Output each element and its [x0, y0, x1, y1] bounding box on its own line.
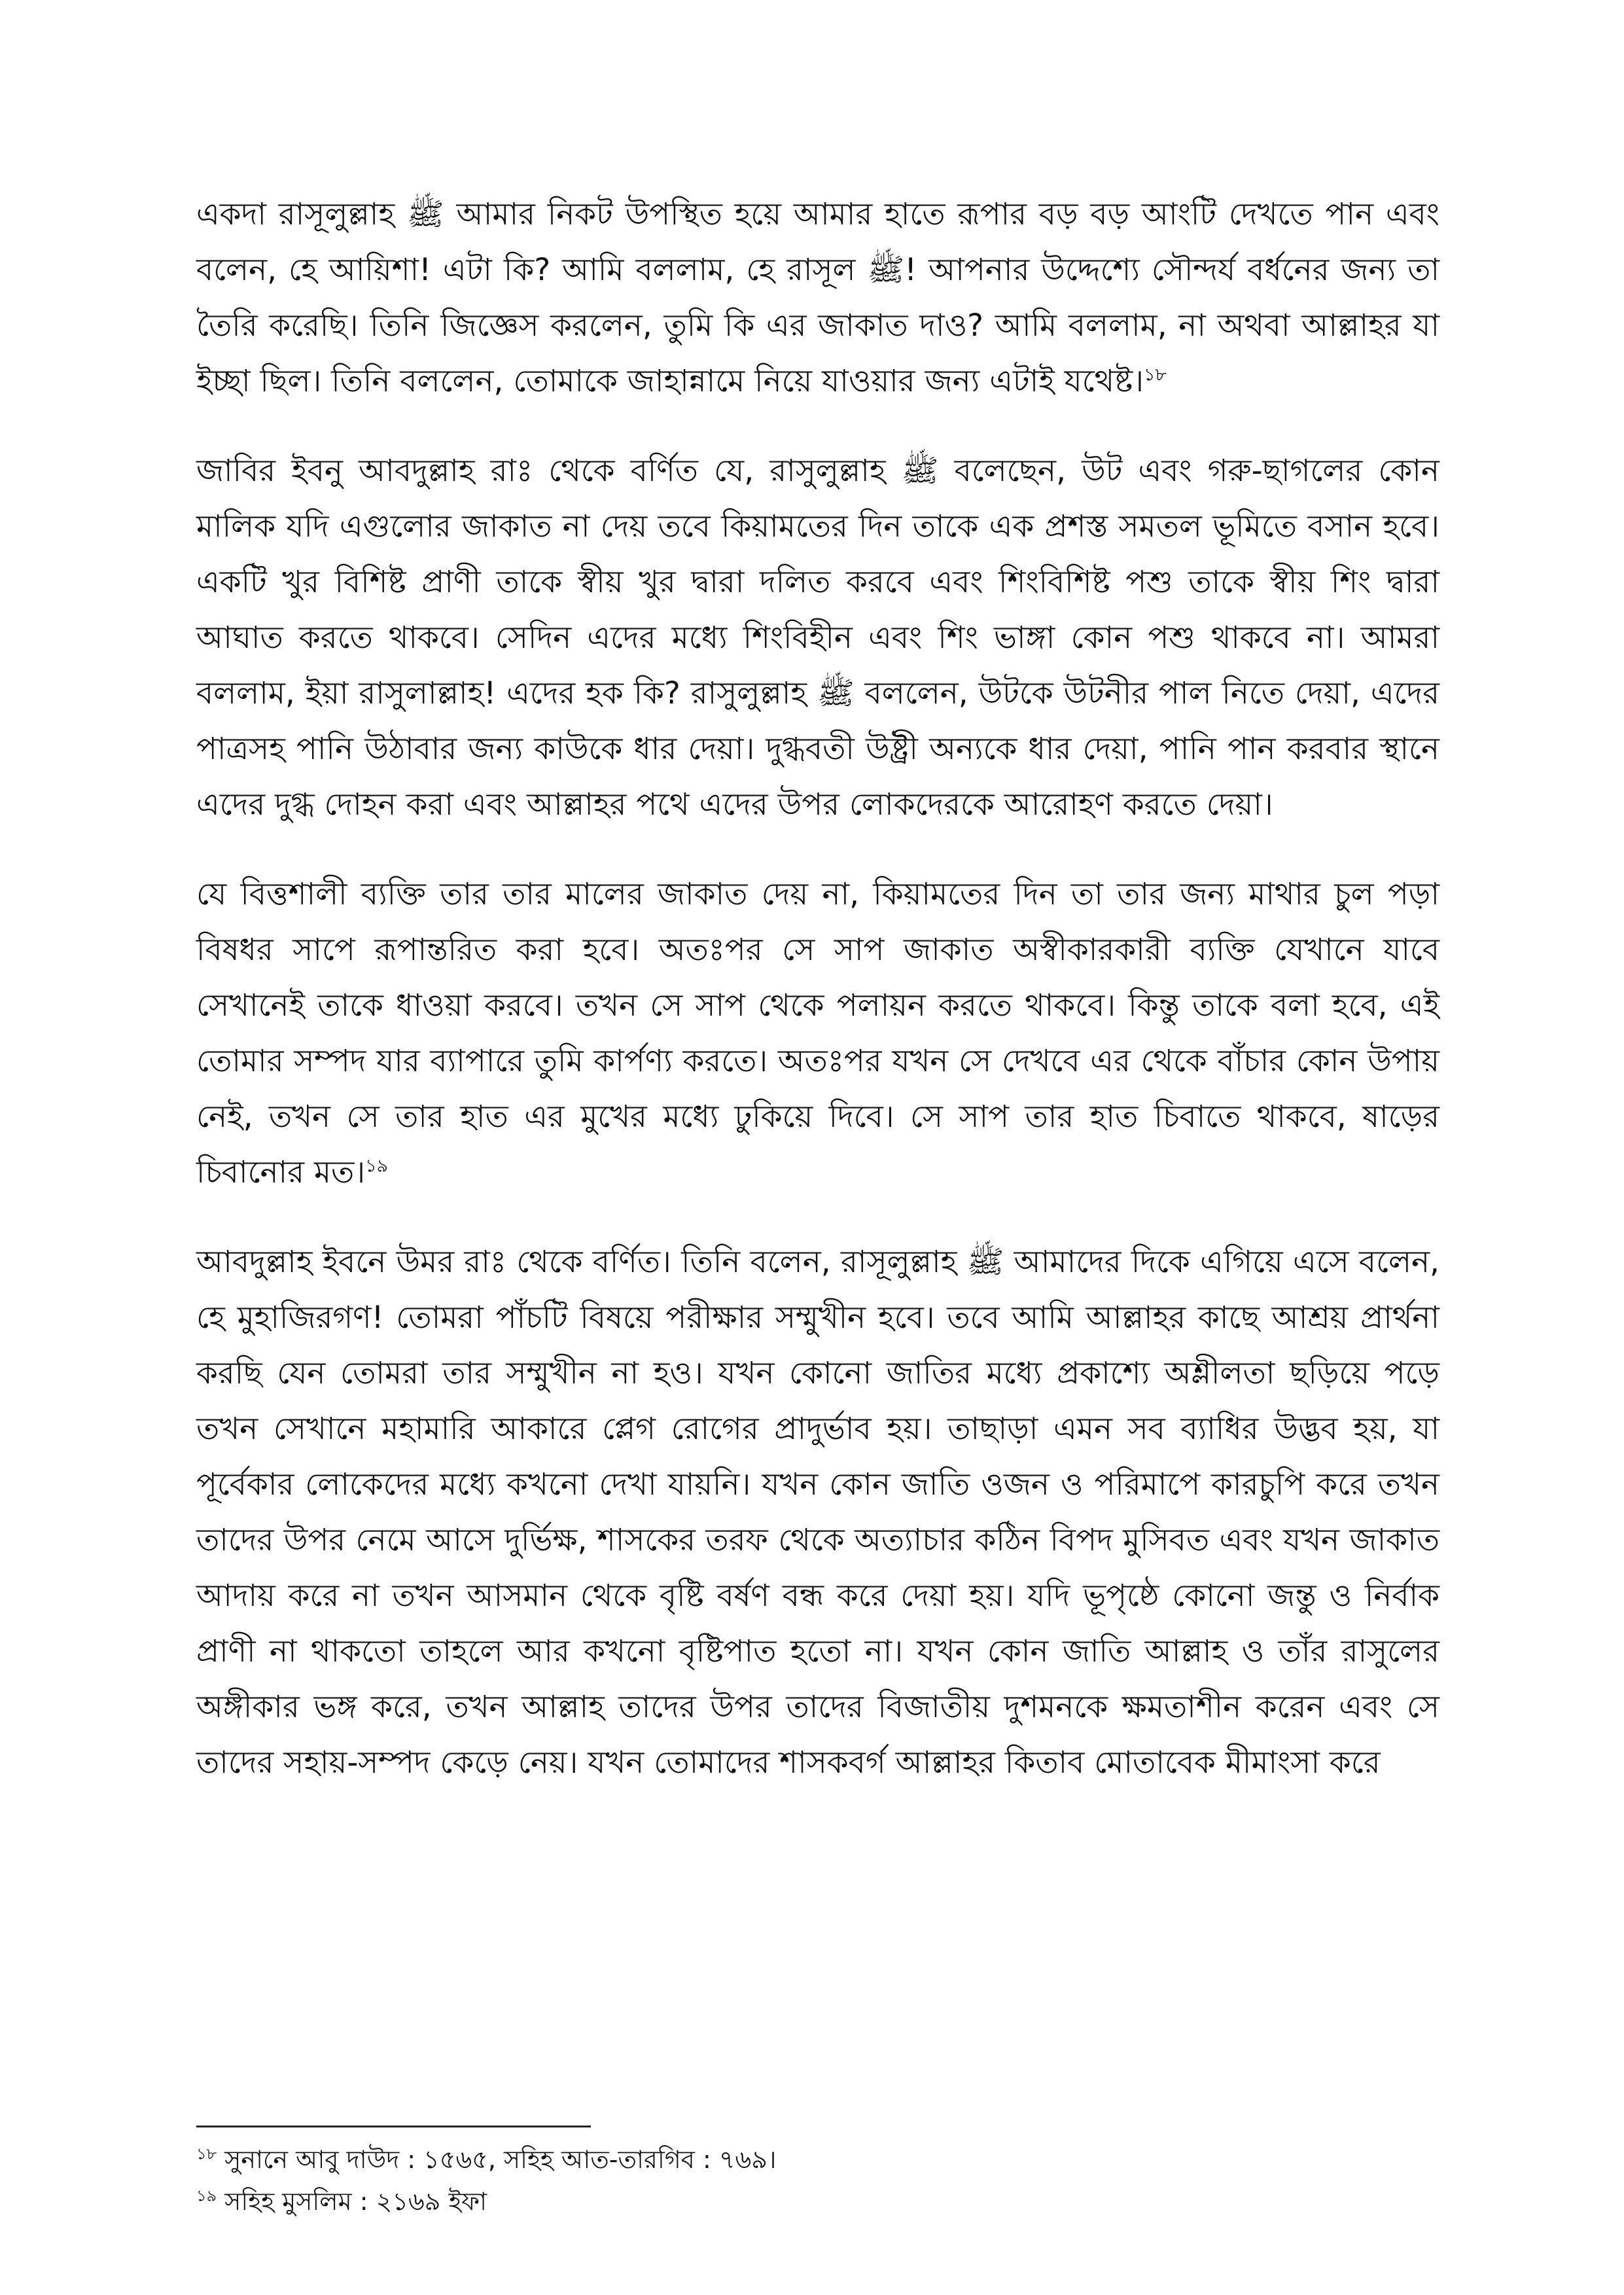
footnote-18 [196, 2139, 1439, 2180]
footnote-ref-19: ১৯ [365, 1156, 389, 1177]
footnote-divider [196, 2126, 591, 2127]
paragraph-text: জাবির ইবনু আবদুল্লাহ রাঃ থেকে বর্ণিত যে, রাসুলুল্লাহ ﷺ বলেছেন, উট এবং গরু-ছাগলের কোন মালিক যদি এগুলোর জাকাত না দেয় তবে কিয়ামতের দিন তাকে এক প্রশস্ত সমতল ভূমিতে বসান হবে। একটি খুর বিশিষ্ট প্রাণী তাকে স্বীয় খুর দ্বারা দলিত করবে এবং শিংবিশিষ্ট পশু তাকে স্বীয় শিং দ্বারা আঘাত করতে থাকবে। সেদিন এদের মধ্যে শিংবিহীন এবং শিং ভাঙ্গা কোন পশু থাকবে না। আমরা বললাম, ইয়া রাসুলাল্লাহ! এদের হক কি? রাসুলুল্লাহ ﷺ বললেন, উটকে উটনীর পাল নিতে দেয়া, এদের পাত্রসহ পানি উঠাবার জন্য কাউকে ধার দেয়া। দুগ্ধবতী উষ্ট্রী অন্যকে ধার দেয়া, পানি পান করবার স্থানে এদের দুগ্ধ দোহন করা এবং আল্লাহর পথে এদের উপর লোকদেরকে আরোহণ করতে দেয়া। [196, 453, 1440, 823]
paragraph-ibn-umar-hadith [196, 1234, 1439, 1790]
paragraph-jabir-hadith [196, 443, 1439, 832]
footnote-number: ১৯ [196, 2186, 217, 2205]
footnotes [196, 2139, 1439, 2222]
paragraph-text: যে বিত্তশালী ব্যক্তি তার তার মালের জাকাত দেয় না, কিয়ামতের দিন তা তার জন্য মাথার চুল পড়া বিষধর সাপে রূপান্তরিত করা হবে। অতঃপর সে সাপ জাকাত অস্বীকারকারী ব্যক্তি যেখানে যাবে সেখানেই তাকে ধাওয়া করবে। তখন সে সাপ থেকে পলায়ন করতে থাকবে। কিন্তু তাকে বলা হবে, এই তোমার সম্পদ যার ব্যাপারে তুমি কার্পণ্য করতে। অতঃপর যখন সে দেখবে এর থেকে বাঁচার কোন উপায় নেই, তখন সে তার হাত এর মুখের মধ্যে ঢুকিয়ে দিবে। সে সাপ তার হাত চিবাতে থাকবে, ষাড়ের চিবানোর মত। [196, 876, 1439, 1190]
footnote-19 [196, 2180, 1439, 2222]
footnote-text: সহিহ মুসলিম : ২১৬৯ ইফা [224, 2187, 487, 2216]
page-body [196, 187, 1439, 1824]
footnote-number: ১৮ [196, 2144, 217, 2163]
paragraph-text: একদা রাসূলুল্লাহ ﷺ আমার নিকট উপস্থিত হয়ে আমার হাতে রূপার বড় বড় আংটি দেখতে পান এবং বলেন, হে আয়িশা! এটা কি? আমি বললাম, হে রাসূল ﷺ! আপনার উদ্দেশ্যে সৌন্দর্য বর্ধনের জন্য তা তৈরি করেছি। তিনি জিজ্ঞেস করলেন, তুমি কি এর জাকাত দাও? আমি বললাম, না অথবা আল্লাহর যা ইচ্ছা ছিল। তিনি বললেন, তোমাকে জাহান্নামে নিয়ে যাওয়ার জন্য এটাই যথেষ্ট। [196, 196, 1440, 399]
paragraph-snake-hadith [196, 866, 1439, 1200]
paragraph-text: আবদুল্লাহ ইবনে উমর রাঃ থেকে বর্ণিত। তিনি বলেন, রাসূলুল্লাহ ﷺ আমাদের দিকে এগিয়ে এসে বলেন, হে মুহাজিরগণ! তোমরা পাঁচটি বিষয়ে পরীক্ষার সম্মুখীন হবে। তবে আমি আল্লাহর কাছে আশ্রয় প্রার্থনা করছি যেন তোমরা তার সম্মুখীন না হও। যখন কোনো জাতির মধ্যে প্রকাশ্যে অশ্লীলতা ছড়িয়ে পড়ে তখন সেখানে মহামারি আকারে প্লেগ রোগের প্রাদুর্ভাব হয়। তাছাড়া এমন সব ব্যাধির উদ্ভব হয়, যা পূর্বেকার লোকেদের মধ্যে কখনো দেখা যায়নি। যখন কোন জাতি ওজন ও পরিমাপে কারচুপি করে তখন তাদের উপর নেমে আসে দুর্ভিক্ষ, শাসকের তরফ থেকে অত্যাচার কঠিন বিপদ মুসিবত এবং যখন জাকাত আদায় করে না তখন আসমান থেকে বৃষ্টি বর্ষণ বন্ধ করে দেয়া হয়। যদি ভূপৃষ্ঠে কোনো জন্তু ও নির্বাক প্রাণী না থাকতো তাহলে আর কখনো বৃষ্টিপাত হতো না। যখন কোন জাতি আল্লাহ ও তাঁর রাসুলের অঙ্গীকার ভঙ্গ করে, তখন আল্লাহ তাদের উপর তাদের বিজাতীয় দুশমনকে ক্ষমতাশীন করেন এবং সে তাদের সহায়-সম্পদ কেড়ে নেয়। যখন তোমাদের শাসকবর্গ আল্লাহর কিতাব মোতাবেক মীমাংসা করে [196, 1244, 1439, 1781]
paragraph-aisha-ring-hadith [196, 187, 1439, 409]
footnote-text: সুনানে আবু দাউদ : ১৫৬৫, সহিহ আত-তারগিব : ৭৬৯। [224, 2145, 777, 2174]
footnote-ref-18: ১৮ [1144, 365, 1167, 385]
